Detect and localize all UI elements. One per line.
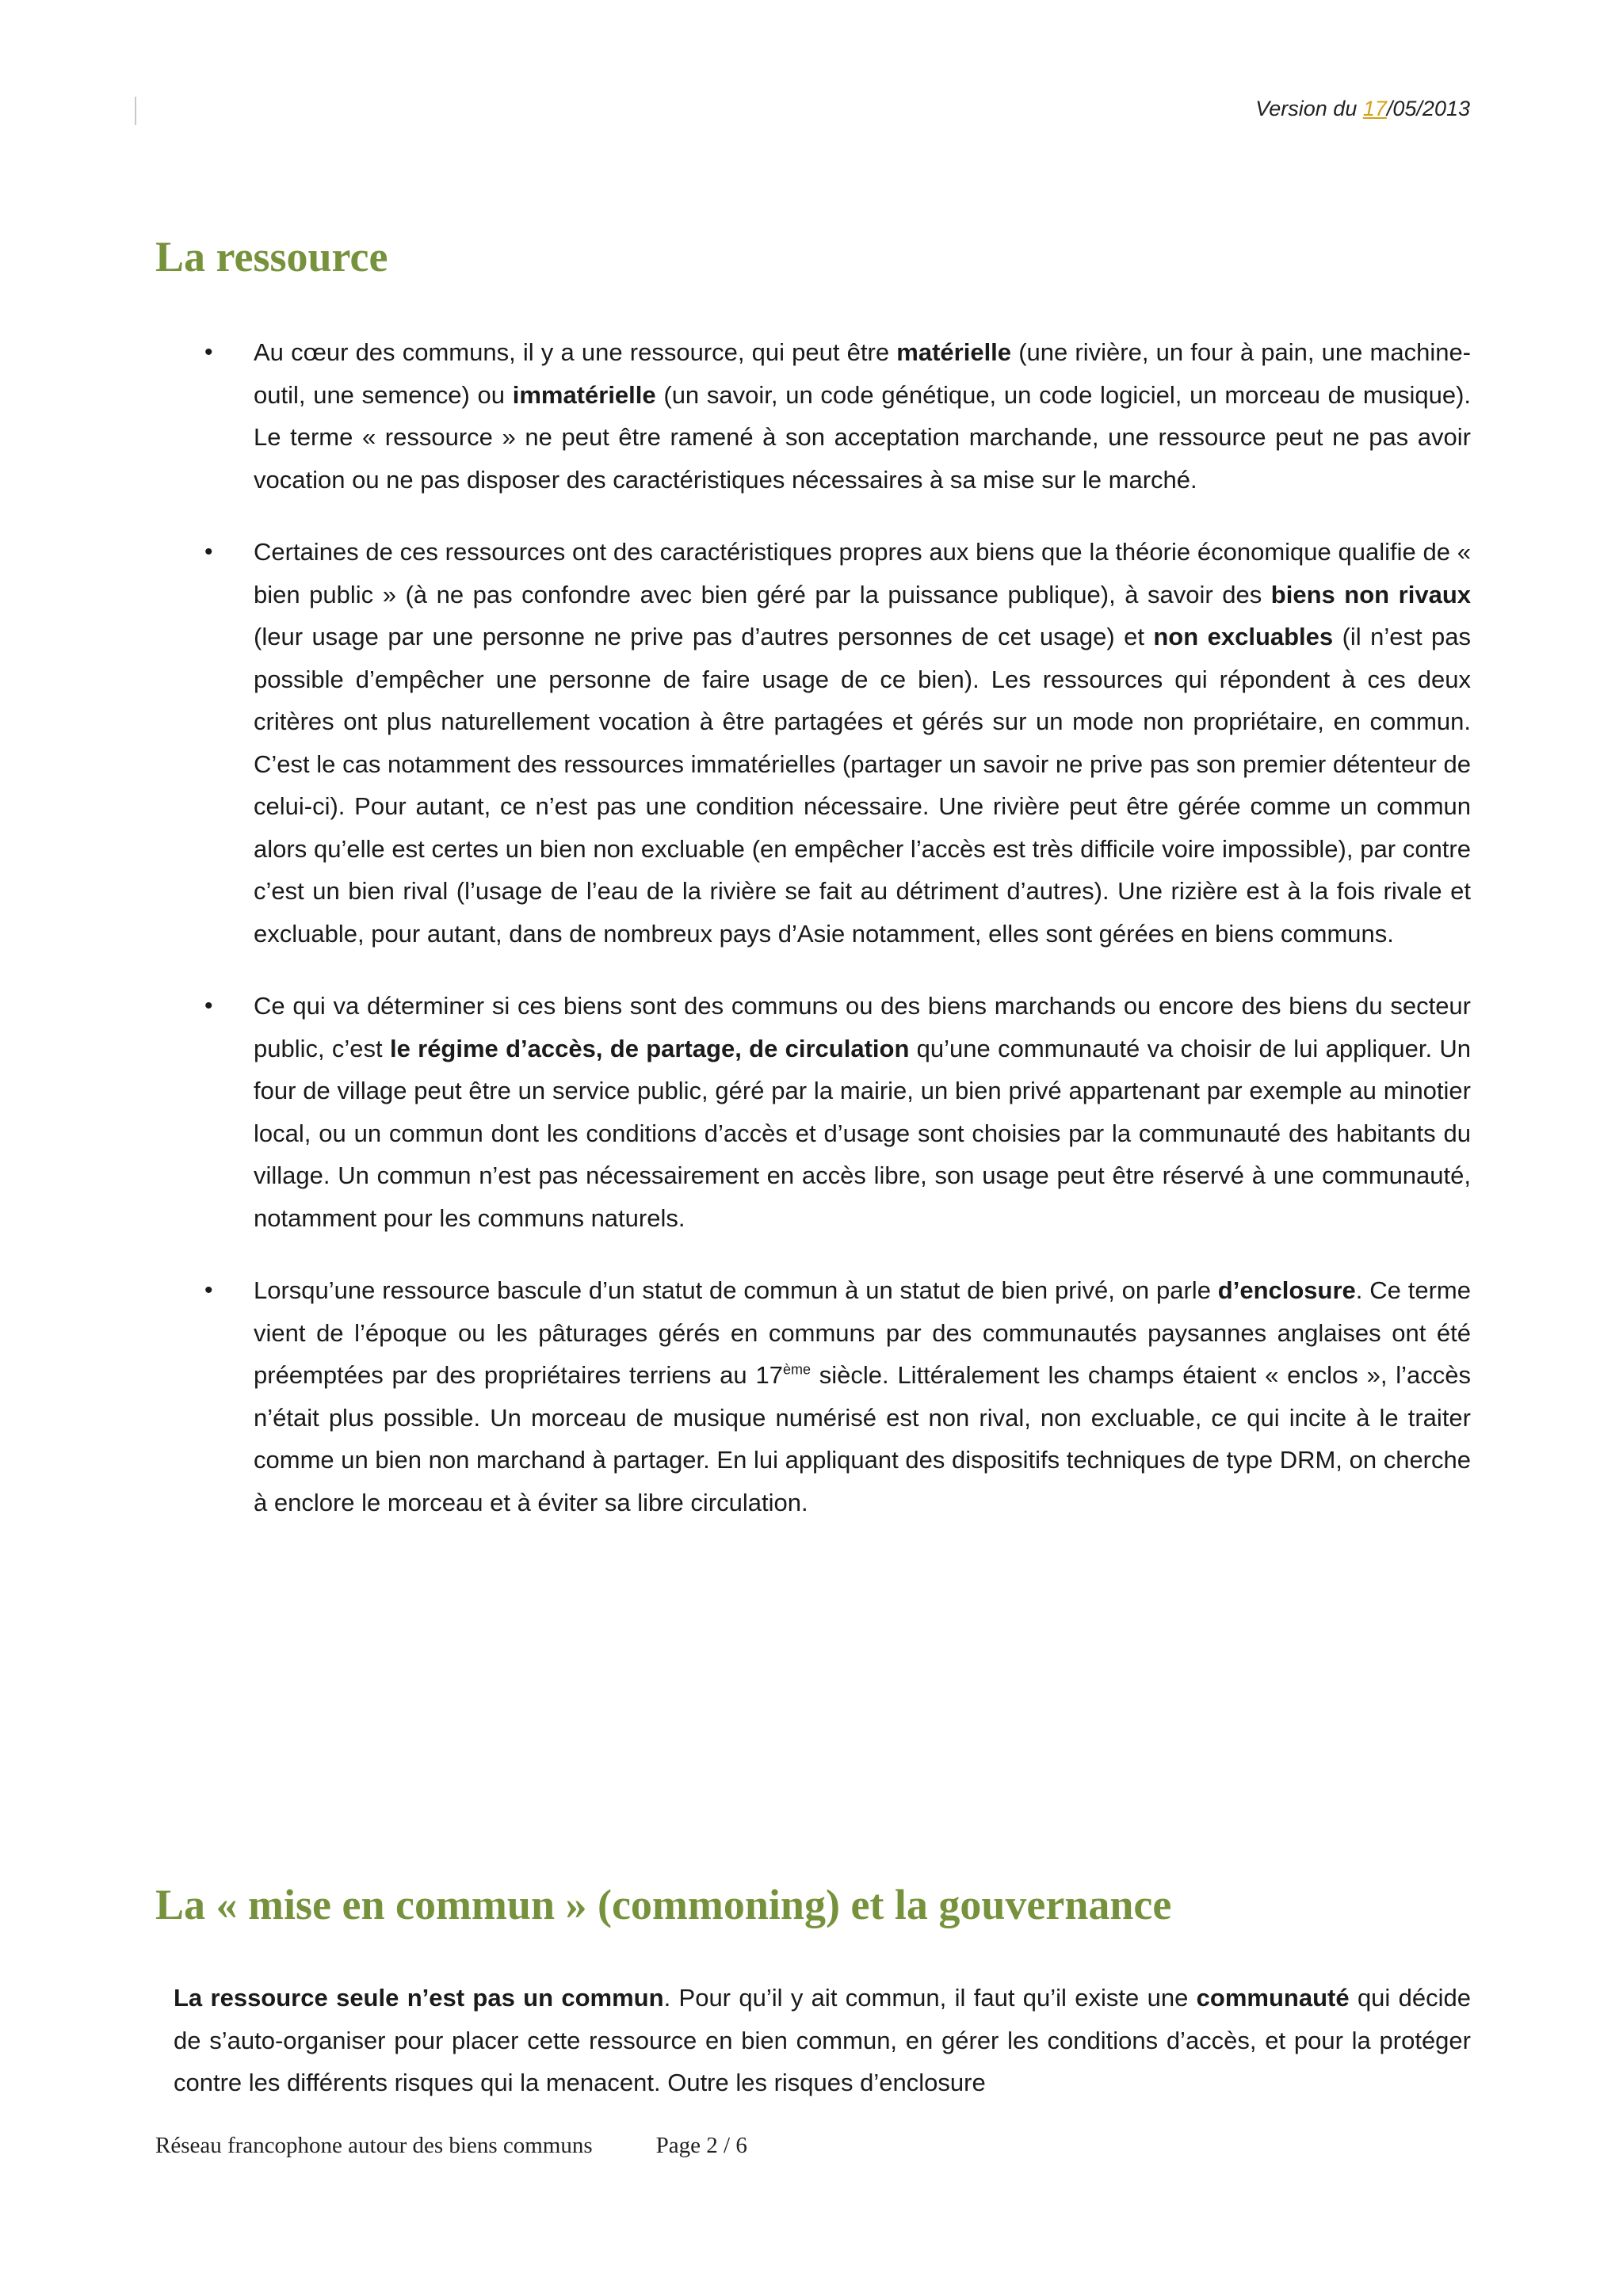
bullet-icon: •	[204, 1277, 213, 1303]
version-prefix: Version du	[1255, 97, 1363, 120]
bullet-icon: •	[204, 993, 213, 1019]
bullet-text: Ce qui va déterminer si ces biens sont des communs ou des biens marchands ou encore des biens du secteur public, c’est le régime d’accès, de partage, de circulation qu’une communauté va choisir de lui appliquer. Un four de village peut être un service public, géré par la mairie, un bien privé appartenant par exemple au minotier local, ou un commun dont les conditions d’accès et d’usage sont choisies par la communauté des habitants du village. Un commun n’est pas nécessairement en accès libre, son usage peut être réservé à une communauté, notamment pour les communs naturels.	[254, 992, 1471, 1232]
list-item	[155, 985, 1471, 1239]
list-item	[155, 531, 1471, 955]
bullet-icon: •	[204, 539, 213, 565]
footer-page-number: Page 2 / 6	[655, 2133, 747, 2158]
section-title-mise-en-commun: La « mise en commun » (commoning) et la gouvernance	[155, 1881, 1172, 1928]
bullet-text: Certaines de ces ressources ont des caractéristiques propres aux biens que la théorie économique qualifie de « bien public » (à ne pas confondre avec bien géré par la puissance publique), à savoir des biens non rivaux (leur usage par une personne ne prive pas d’autres personnes de cet usage) et non excluables (il n’est pas possible d’empêcher une personne de faire usage de ce bien). Les ressources qui répondent à ces deux critères ont plus naturellement vocation à être partagées et gérés sur un mode non propriétaire, en commun. C’est le cas notamment des ressources immatérielles (partager un savoir ne prive pas son premier détenteur de celui-ci). Pour autant, ce n’est pas une condition nécessaire. Une rivière peut être gérée comme un commun alors qu’elle est certes un bien non excluable (en empêcher l’accès est très difficile voire impossible), par contre c’est un bien rival (l’usage de l’eau de la rivière se fait au détriment d’autres). Une rizière est à la fois rivale et excluable, pour autant, dans de nombreux pays d’Asie notamment, elles sont gérées en biens communs.	[254, 538, 1472, 948]
version-rest: /05/2013	[1386, 97, 1470, 120]
intro-paragraph: La ressource seule n’est pas un commun. Pour qu’il y ait commun, il faut qu’il existe une communauté qui décide de s’auto-organiser pour placer cette ressource en bien commun, en gérer les conditions d’accès, et pour la protéger contre les différents risques qui la menacent. Outre les risques d’enclosure	[174, 1984, 1472, 2096]
bullet-icon: •	[204, 339, 213, 365]
bullet-list	[155, 331, 1471, 1554]
footer-org: Réseau francophone autour des biens communs	[155, 2133, 593, 2158]
section-title-ressource: La ressource	[155, 233, 388, 280]
bullet-text: Au cœur des communs, il y a une ressource, qui peut être matérielle (une rivière, un four à pain, une machine-outil, une semence) ou immatérielle (un savoir, un code génétique, un code logiciel, un morceau de musique). Le terme « ressource » ne peut être ramené à son acceptation marchande, une ressource peut ne pas avoir vocation ou ne pas disposer des caractéristiques nécessaires à sa mise sur le marché.	[254, 338, 1472, 494]
section2-intro	[174, 1977, 1471, 2104]
version-header	[1255, 97, 1470, 121]
version-day: 17	[1362, 97, 1387, 120]
page-corner-mark	[135, 97, 136, 125]
bullet-text: Lorsqu’une ressource bascule d’un statut de commun à un statut de bien privé, on parle d’enclosure. Ce terme vient de l’époque ou les pâturages gérés en communs par des communautés paysannes anglaises ont été préemptées par des propriétaires terriens au 17ème siècle. Littéralement les champs étaient « enclos », l’accès n’était plus possible. Un morceau de musique numérisé est non rival, non excluable, ce qui incite à le traiter comme un bien non marchand à partager. En lui appliquant des dispositifs techniques de type DRM, on cherche à enclore le morceau et à éviter sa libre circulation.	[254, 1276, 1471, 1516]
list-item	[155, 331, 1471, 501]
page-footer	[155, 2133, 747, 2159]
list-item	[155, 1269, 1471, 1524]
